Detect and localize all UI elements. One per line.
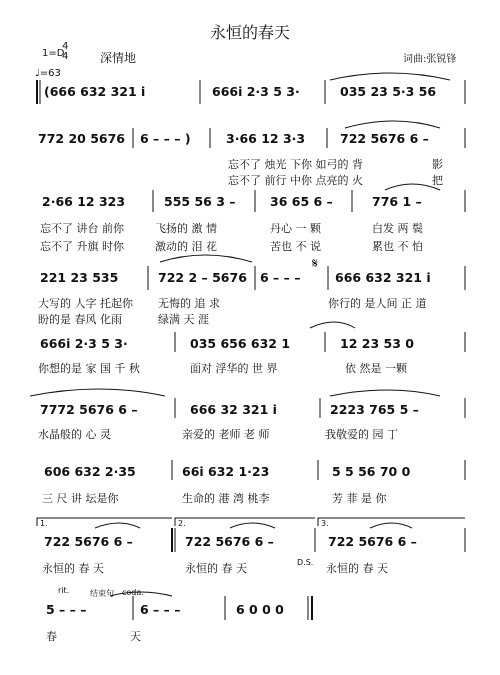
segno-sign: 𝄋 (312, 256, 319, 272)
measure: 66i 632 1·23 (182, 464, 270, 479)
lyric-line: 永恒的 春 天 (326, 562, 388, 575)
meter-top: 4 (62, 41, 69, 52)
lyric-line: 绿满 天 涯 (158, 313, 209, 326)
lyric-line: 天 (130, 630, 141, 643)
measure: 722 5676 6 – (185, 534, 274, 549)
rit-mark: rit. (58, 586, 70, 595)
lyric-line: 激动的 泪 花 (155, 240, 217, 253)
lyric-line: 你想的是 家 国 千 秋 (38, 362, 140, 375)
lyric-line: 亲爱的 老师 老 师 (182, 428, 270, 441)
lyric-line: 飞扬的 激 情 (155, 222, 217, 235)
lyric-line: 大写的 人字 托起你 (38, 297, 133, 310)
measure: 2·66 12 323 (42, 194, 126, 209)
measure: 666i 2·3 5 3· (212, 84, 300, 99)
lyric-line: 永恒的 春 天 (42, 562, 104, 575)
ending-2: 2. (178, 519, 186, 528)
measure: 5 – – – (46, 602, 87, 617)
lyric-line: 三 尺 讲 坛是你 (42, 492, 119, 505)
measure: 722 2 – 5676 (158, 270, 247, 285)
measure: 722 5676 6 – (44, 534, 133, 549)
lyric-line: 生命的 港 湾 桃李 (182, 492, 270, 505)
measure: 3·66 12 3·3 (226, 131, 306, 146)
lyric-line: 丹心 一 颗 (270, 222, 321, 235)
measure: 7772 5676 6 – (40, 402, 138, 417)
tempo-mark: ♩=63 (35, 68, 61, 79)
lyric-line: 春 (46, 630, 57, 643)
measure: 666 632 321 i (335, 270, 431, 285)
lyric-line: 你行的 是人间 正 道 (328, 297, 427, 310)
measure: 6 – – – ) (140, 131, 191, 146)
song-title: 永恒的春天 (209, 23, 290, 42)
lyric-line: 忘不了 烛光 下你 如弓的 背 (228, 158, 363, 171)
measure: 6 – – – (140, 602, 181, 617)
measure: 6 0 0 0 (236, 602, 284, 617)
lyric-line: 白发 两 鬓 (372, 222, 423, 235)
lyric-line: 忘不了 讲台 前你 (40, 222, 124, 235)
lyric-line: 忘不了 升旗 时你 (40, 240, 124, 253)
measure: 5 5 56 70 0 (332, 464, 411, 479)
measure: 035 656 632 1 (190, 336, 291, 351)
lyric-line: 苦也 不 说 (270, 240, 321, 253)
end-phrase-mark: 结束句 (90, 589, 114, 598)
lyric-line: 我敬爱的 园 丁 (325, 428, 398, 441)
ending-3: 3. (321, 519, 329, 528)
measure: 666 32 321 i (190, 402, 277, 417)
lyric-line: 永恒的 春 天 (185, 562, 247, 575)
lyric-line: 无悔的 追 求 (158, 297, 220, 310)
composer-credit: 词曲:张锐锋 (403, 54, 457, 65)
lyric-line: 把 (432, 174, 443, 187)
lyric-line: 忘不了 前行 中你 点亮的 火 (228, 174, 363, 187)
measure: 722 5676 6 – (328, 534, 417, 549)
measure: 12 23 53 0 (340, 336, 414, 351)
lyric-line: 影 (432, 158, 443, 171)
measure: 221 23 535 (40, 270, 119, 285)
measure: 606 632 2·35 (44, 464, 136, 479)
measure: 555 56 3 – (164, 194, 236, 209)
measure: 035 23 5·3 56 (340, 84, 437, 99)
lyric-line: 芳 菲 是 你 (332, 492, 387, 505)
measure: 772 20 5676 (38, 131, 125, 146)
measure: 666i 2·3 5 3· (40, 336, 128, 351)
dal-segno-mark: D.S. (297, 558, 314, 567)
coda-mark: coda. (122, 588, 144, 597)
meter-bottom: 4 (62, 51, 69, 62)
measure: 722 5676 6 – (340, 131, 429, 146)
key-signature: 1=D (42, 48, 65, 59)
lyric-line: 面对 浮华的 世 界 (190, 362, 278, 375)
lyric-line: 依 然是 一颗 (345, 362, 407, 375)
lyric-line: 盼的是 春风 化雨 (38, 313, 122, 326)
measure: 2223 765 5 – (330, 402, 419, 417)
measure: 36 65 6 – (270, 194, 333, 209)
measure: 776 1 – (372, 194, 422, 209)
lyric-line: 水晶般的 心 灵 (38, 428, 111, 441)
lyric-line: 累也 不 怕 (372, 240, 423, 253)
measure: (666 632 321 i (44, 84, 146, 99)
expression-mark: 深情地 (100, 51, 137, 65)
ending-1: 1. (40, 519, 48, 528)
measure: 6 – – – (260, 270, 301, 285)
